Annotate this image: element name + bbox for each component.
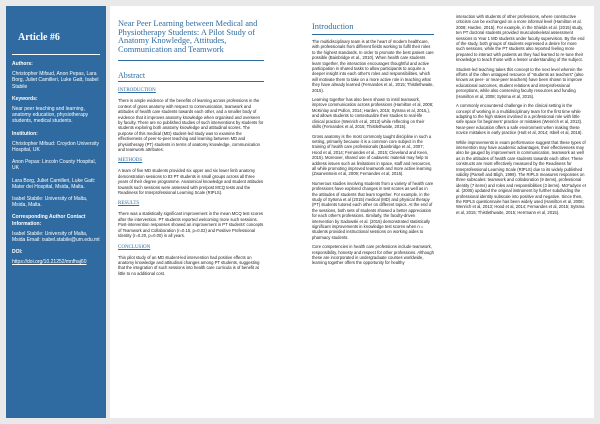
- introduction-subheading: INTRODUCTION: [118, 88, 156, 94]
- doi-link[interactable]: https://doi.org/10.21252/mnfhaj60: [12, 259, 87, 266]
- conclusion-subheading: CONCLUSION: [118, 244, 151, 250]
- article-sheet: [110, 6, 594, 418]
- abstract-methods: A team of five MD students provided six upper and six lower limb anatomy demonstration sessions to 83 PT students in small groups across all three years of their degree programme. Anatomical knowledge and student attitudes towards such sessions were assessed with pre/post MCQ tests and the Readiness for Interprofessional Learning Scale (RIPLS).: [118, 168, 264, 196]
- contact-info: Isabel Stabile: University of Malta, Msida Email: isabel.stabile@um.edu.mt: [12, 230, 100, 244]
- institution-1: Christopher Mifsud: Croydon University Hospital, UK: [12, 140, 99, 154]
- col3-paragraph-3: A commonly encountered challenge in the clinical setting is the concept of working in a multidisciplinary team for the first time while adapting to the high stakes involved in a professional role with little safe space for beginners' practice or mistakes (Wenrich et al, 2013). Near-peer education offers a safe environment when making these novice mistakes in early practice (Hutt et al, 2014; Isbell et al, 2016).: [456, 103, 583, 136]
- abstract-heading: Abstract: [118, 71, 146, 81]
- sidebar: [6, 6, 106, 418]
- abstract-introduction: There is ample evidence of the benefits of learning across professions in the context of gross anatomy with respect to communication, teamwork and attitudes of health care students towards each other, and a smaller body of evidence that it improves anatomy knowledge when organised and overseen by faculty. There are no published studies of such interventions by students for students exploring both anatomy knowledge and attitudinal scores. The purpose of this medical (MD) student-led study was to examine the effectiveness of peer-to-peer teaching and learning between MD and physiotherapy (PT) students in terms of anatomy knowledge, communication and teamwork attributes.: [118, 98, 264, 153]
- authors-list: Christopher Mifsud, Anon Pepas, Lara Borg, Juliet Camilleri, Luke Gatt, Isabel Stabile: [12, 71, 99, 90]
- institution-heading: Institution:: [12, 130, 38, 137]
- abstract-conclusion: This pilot study of an MD student-led intervention had positive effects on anatomy knowledge and attitudinal changes among PT students, suggesting that the integration of such sessions into health care curricula is of benefit at little to no additional cost.: [118, 254, 260, 276]
- intro-paragraph-3: Gross anatomy is the most commonly taught discipline in such a setting, primarily because it is a common core subject in the training of health care professionals (Bainbridge et al., 2007; Hood et al, 2014; Fernandes et al., 2015; Cleveland and Keen, 2015). Moreover, shared use of cadaveric material may help to address issues such as limitations in space, staff and resources, all while promoting improved teamwork and more active learning (Zwanenstein et al, 2009; Fernandes et al, 2015).: [312, 133, 432, 177]
- col3-paragraph-4: While improvements in exam performance suggest that these types of intervention may have academic advantages, their effectiveness may also be gauged by improvement in communication, teamwork as well as in the attitudes of health care students towards each other. These constructs are most effectively measured by the Readiness for Interprofessional Learning Scale (RIPLS) due to its widely published validity (Parsell and Bligh, 1999). The RIPLS measures responses on three subscales: teamwork and collaboration (9 items), professional identity (7 items) and roles and responsibilities (3 items). McFadyen et al. (2005) updated the original instrument by further subdividing the professional identity subscale into positive and negative. Since then, the RIPLS questionnaire has been widely used (Hamilton et al, 2008; Wenrich et al, 2013; Hood et al, 2014; Fernandes et al, 2015; Sytsma et al, 2015; Thistlethwaite, 2015; Herrmann et al, 2015).: [456, 139, 586, 215]
- title-divider: [118, 60, 264, 61]
- contact-heading: Corresponding Author Contact Information:: [12, 214, 86, 227]
- col3-paragraph-1: interaction with students of other professions, where constructive criticism can be exchanged on a more informal level (Hamilton et al. 2008; Harden, 2015). For example, in the Shields et al. (2015) study, ten PT doctoral students provided musculoskeletal assessment sessions to Year 1 MD students under faculty supervision. By the end of the study, both groups of students expressed a desire for more such sessions, while the PT students also reported feeling more prepared to interact with patients as they had learned to re-tune their knowledge to teach those with a lesser understanding of the subject.: [456, 14, 585, 63]
- institution-3: Lara Borg, Juliet Camilleri, Luke Gatt: Mater dei Hospital, Msida, Malta.: [12, 177, 96, 190]
- article-number: Article #6: [18, 32, 60, 43]
- introduction-heading: Introduction: [312, 22, 354, 31]
- column-continued: [456, 14, 586, 219]
- intro-paragraph-2: Learning together has also been shown to instil teamwork, improve communication across professions (Hamilton et al, 2008; McKinlay and Pullon, 2014; Harden, 2015; Sytsma et al, 2015,), and allows students to contextualize their studies to real-life clinical practice (Wenrich et al, 2013) while reflecting on their skills (Fernandes et al, 2015; Thistlethwaite, 2015).: [312, 97, 434, 130]
- col3-paragraph-2: Student-led teaching takes this concept to the next level wherein the efforts of the often untapped resource of "students as teachers" (also known as peer- or near-peer teachers) have been shown to improve educational outcomes, student relations and interprofessional perceptions, while also conserving faculty resources and funding (Hamilton et al, 2008; Sytsma et al, 2015).: [456, 66, 584, 99]
- authors-heading: Authors:: [12, 61, 33, 67]
- abstract-divider: [118, 81, 264, 82]
- methods-subheading: METHODS: [118, 158, 143, 164]
- doi-heading: DOI:: [12, 249, 23, 256]
- keywords-list: Near peer teaching and learning, anatomy education, physiotherapy students, medical students.: [12, 106, 89, 125]
- institution-4: Isabel Stabile: University of Malta, Msida, Malta.: [12, 196, 88, 209]
- article-title: Near Peer Learning between Medical and Physiotherapy Students: A Pilot Study of Anatomy Knowledge, Attitudes, Communication and Teamwork: [118, 19, 258, 54]
- abstract-results: There was a statistically significant improvement in the mean MCQ test scores after the intervention. PT students reported welcoming more such sessions. Post-intervention responses showed an improvement in PT students' concepts of Teamwork and Collaboration (r=0.15, p=0.02) and Positive Professional Identity (r=0.20, p=0.00) in all years.: [118, 211, 264, 239]
- intro-paragraph-5: Core competencies in health care professions include teamwork, responsibility, honesty and respect for other professions. Although these are incorporated in undergraduate courses worldwide, learning together offers the opportunity for healthy: [312, 244, 434, 266]
- column-introduction: [312, 14, 434, 270]
- intro-paragraph-4: Numerous studies involving students from a variety of health care professions have explored changes in test scores as well as in the attitudes of students that learn together. For example, in the study of Sytsma et al (2015) medical (MD) and physical therapy (PT) students tutored each other on different topics. At the end of the sessions, both sets of students showed a better appreciation for each other's professions. Similarly, the faculty-driven intervention by Sadowski et al. (2015) demonstrated statistically significant improvements in knowledge test scores when n = students provided instructional sessions on working aides to pharmacy students.: [312, 180, 434, 240]
- results-subheading: RESULTS: [118, 201, 140, 207]
- institution-2: Anon Pepas: Lincoln County Hospital, UK: [12, 159, 96, 172]
- column-abstract: [118, 14, 264, 280]
- intro-paragraph-1: The multidisciplinary team is at the heart of modern healthcare, with professionals from different fields working to fulfil their roles to the highest standards. In order to promote the best patient care possible (Bainbridge et al., 2010). When health care students learn together, the interaction encourages thoughtful and active participation in shared tasks to allow participants to acquire a deeper insight into each other's roles and responsibilities, which will motivate them to take on a more active role in teaching what they have already learned (Fernandes et al., 2015; Thistlethwaite, 2015).: [312, 39, 434, 93]
- sidebar-divider: [12, 54, 100, 55]
- keywords-heading: Keywords:: [12, 95, 38, 102]
- introduction-divider: [312, 34, 434, 35]
